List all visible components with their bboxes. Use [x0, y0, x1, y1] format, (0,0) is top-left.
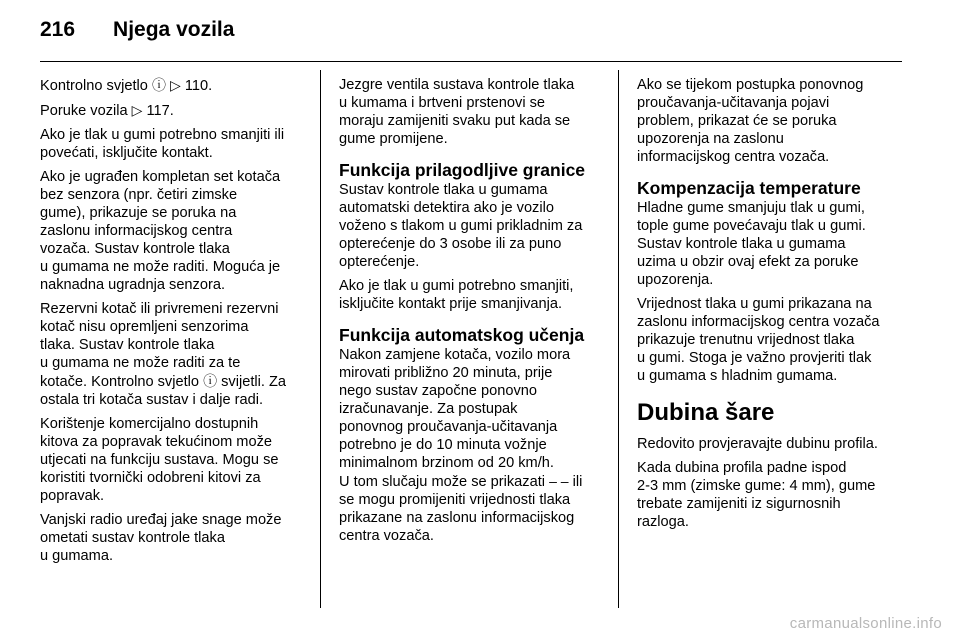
column-3 — [637, 76, 905, 537]
column-1 — [40, 76, 308, 571]
paragraph: Kontrolno svjetlo ⓘ ▷ 110. — [40, 77, 213, 94]
page-header — [40, 18, 234, 48]
column-2 — [339, 76, 607, 551]
paragraph: Ako se tijekom postupka ponovnog proučavanja-učitavanja pojavi problem, prikazat će se poruka upozorenja na zaslonu informacijskog centra vozača. — [637, 77, 864, 165]
paragraph: Poruke vozila ▷ 117. — [40, 102, 174, 119]
header-rule — [40, 61, 902, 62]
column-divider-1 — [320, 70, 321, 608]
paragraph: Ako je ugrađen kompletan set kotača bez senzora (npr. četiri zimske gume), prikazuje se poruka na zaslonu informacijskog centra vozača. Sustav kontrole tlaka u gumama ne može raditi. Moguća je naknadna ugradnja senzora. — [40, 169, 281, 293]
paragraph: Hladne gume smanjuju tlak u gumi, tople gume povećavaju tlak u gumi. Sustav kontrole tlaka u gumama uzima u obzir ovaj efekt za poruke upozorenja. — [637, 200, 866, 288]
paragraph: Nakon zamjene kotača, vozilo mora mirovati približno 20 minuta, prije nego sustav započne ponovno izračunavanje. Za postupak ponovnog proučavanja-učitavanja potrebno je do 10 minuta vožnje minimalnom brzinom od 20 km/h. U tom slučaju može se prikazati – – ili se mogu promijeniti vrijednosti tlaka prikazane na zaslonu informacijskog centra vozača. — [339, 347, 583, 544]
section-heading: Funkcija prilagodljive granice — [339, 160, 586, 180]
dashes-icon: – – — [549, 473, 569, 489]
paragraph: Ako je tlak u gumi potrebno smanjiti, isključite kontakt prije smanjivanja. — [339, 278, 574, 312]
column-divider-2 — [618, 70, 619, 608]
tire-pressure-warning-icon: ⓘ — [151, 77, 166, 93]
section-heading: Kompenzacija temperature — [637, 178, 861, 198]
paragraph: Kada dubina profila padne ispod 2-3 mm (zimske gume: 4 mm), gume trebate zamijeniti iz sigurnosnih razloga. — [637, 460, 876, 530]
paragraph: Ako je tlak u gumi potrebno smanjiti ili povećati, isključite kontakt. — [40, 127, 285, 161]
major-heading: Dubina šare — [637, 399, 775, 426]
paragraph: Vrijednost tlaka u gumi prikazana na zaslonu informacijskog centra vozača prikazuje trenutnu vrijednost tlaka u gumi. Stoga je važno provjeriti tlak u gumama s hladnim gumama. — [637, 296, 880, 384]
paragraph: Rezervni kotač ili privremeni rezervni kotač nisu opremljeni senzorima tlaka. Sustav kontrole tlaka u gumama ne može raditi za te kotače. Kontrolno svjetlo ⓘ svijetli. Za ostala tri kotača sustav i dalje radi. — [40, 301, 286, 408]
paragraph: Jezgre ventila sustava kontrole tlaka u kumama i brtveni prstenovi se moraju zamijeniti svaku put kada se gume promijene. — [339, 77, 575, 147]
tire-pressure-warning-icon: ⓘ — [203, 373, 218, 389]
page-number: 216 — [40, 18, 76, 41]
chapter-title: Njega vozila — [113, 18, 235, 41]
page-reference-icon: ▷ — [170, 77, 181, 93]
paragraph: Sustav kontrole tlaka u gumama automatski detektira ako je vozilo voženo s tlakom u gumi prikladnim za opterećenje do 3 osobe ili za puno opterećenje. — [339, 182, 583, 270]
watermark: carmanualsonline.info — [789, 615, 942, 632]
section-heading: Funkcija automatskog učenja — [339, 325, 585, 345]
page-reference-icon: ▷ — [131, 102, 143, 118]
paragraph: Vanjski radio uređaj jake snage može ometati sustav kontrole tlaka u gumama. — [40, 512, 282, 564]
paragraph: Korištenje komercijalno dostupnih kitova za popravak tekućinom može utjecati na funkciju sustava. Mogu se koristiti tvornički odobreni kitovi za popravak. — [40, 416, 279, 504]
paragraph: Redovito provjeravajte dubinu profila. — [637, 436, 878, 452]
